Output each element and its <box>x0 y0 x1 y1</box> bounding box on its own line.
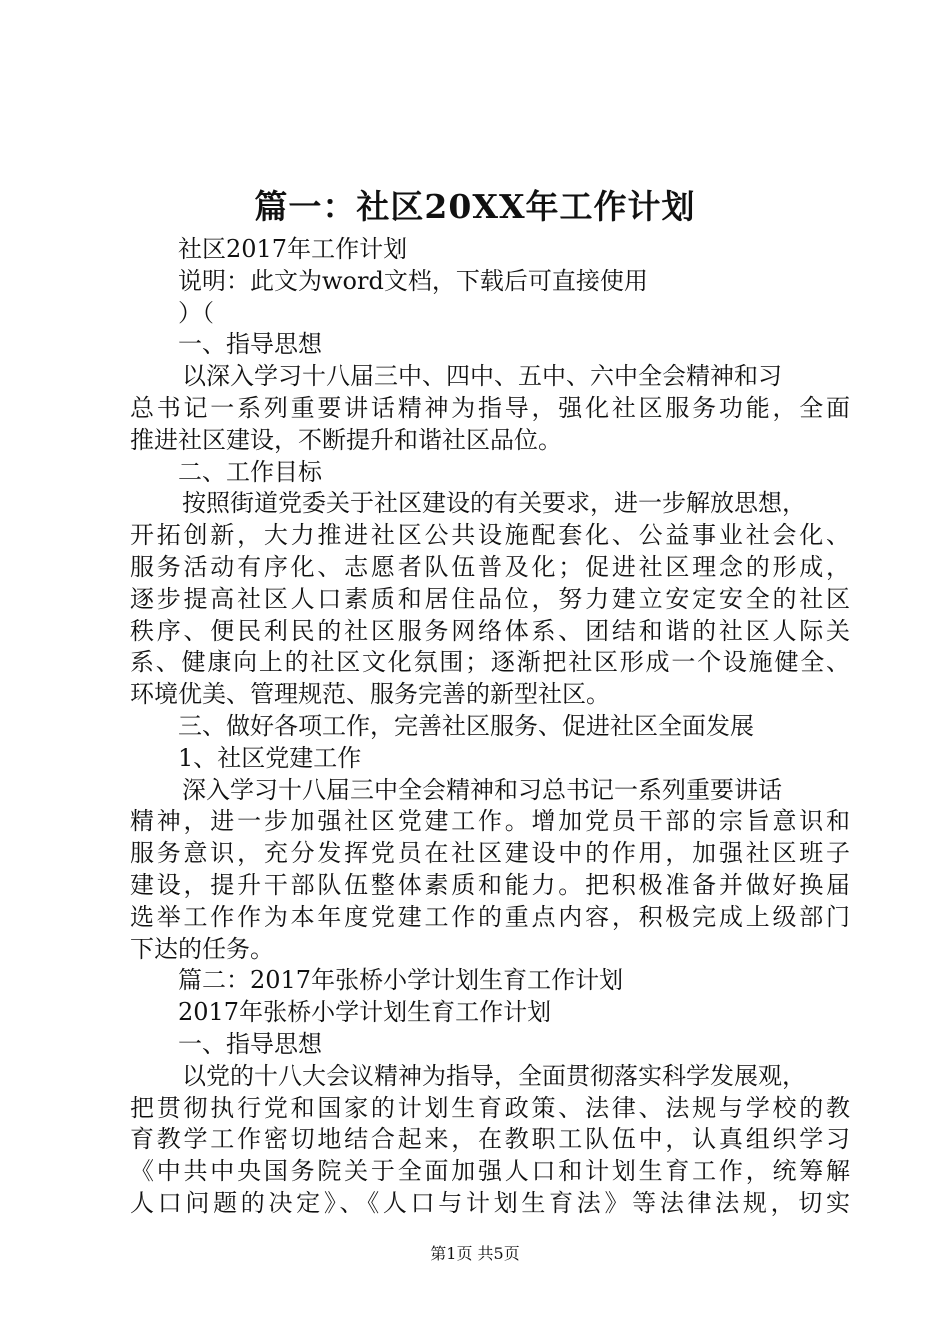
paragraph-line: 深入学习十八届三中全会精神和习总书记一系列重要讲话 <box>182 775 782 804</box>
section-heading: 篇二：2017年张桥小学计划生育工作计划 <box>178 966 624 995</box>
paragraph-line: 人口问题的决定》、《人口与计划生育法》等法律法规，切实 <box>130 1188 850 1217</box>
paragraph-line: 把贯彻执行党和国家的计划生育政策、法律、法规与学校的教 <box>130 1093 850 1122</box>
paragraph-line: 选举工作作为本年度党建工作的重点内容，积极完成上级部门 <box>130 902 850 931</box>
text-line: ）（ <box>178 298 214 327</box>
section-heading: 一、指导思想 <box>178 1029 322 1058</box>
section-heading: 三、做好各项工作，完善社区服务、促进社区全面发展 <box>178 711 754 740</box>
document-body <box>130 234 850 1220</box>
section-heading: 一、指导思想 <box>178 330 322 359</box>
paragraph-line: 下达的任务。 <box>130 934 274 963</box>
paragraph-line: 总书记一系列重要讲话精神为指导，强化社区服务功能，全面 <box>130 393 850 422</box>
text-line: 社区2017年工作计划 <box>178 235 408 263</box>
paragraph-line: 推进社区建设，不断提升和谐社区品位。 <box>130 425 562 454</box>
paragraph-line: 以党的十八大会议精神为指导，全面贯彻落实科学发展观， <box>182 1061 806 1090</box>
section-heading: 二、工作目标 <box>178 457 322 486</box>
page-footer: 第1页 共5页 <box>430 1244 520 1263</box>
document-title: 篇一：社区20XX年工作计划 <box>254 187 696 226</box>
paragraph-line: 环境优美、管理规范、服务完善的新型社区。 <box>130 680 610 709</box>
paragraph-line: 以深入学习十八届三中、四中、五中、六中全会精神和习 <box>182 362 782 391</box>
paragraph-line: 建设，提升干部队伍整体素质和能力。把积极准备并做好换届 <box>130 870 850 899</box>
paragraph-line: 逐步提高社区人口素质和居住品位，努力建立安定安全的社区 <box>130 584 850 613</box>
paragraph-line: 开拓创新，大力推进社区公共设施配套化、公益事业社会化、 <box>130 521 850 550</box>
paragraph-line: 系、健康向上的社区文化氛围；逐渐把社区形成一个设施健全、 <box>130 648 850 677</box>
section-heading: 2017年张桥小学计划生育工作计划 <box>178 998 552 1027</box>
paragraph-line: 育教学工作密切地结合起来，在教职工队伍中，认真组织学习 <box>130 1125 850 1154</box>
paragraph-line: 按照街道党委关于社区建设的有关要求，进一步解放思想， <box>182 489 806 518</box>
paragraph-line: 秩序、便民利民的社区服务网络体系、团结和谐的社区人际关 <box>130 616 850 645</box>
paragraph-line: 精神，进一步加强社区党建工作。增加党员干部的宗旨意识和 <box>130 807 850 836</box>
text-line: 说明：此文为word文档，下载后可直接使用 <box>178 266 648 295</box>
paragraph-line: 服务意识，充分发挥党员在社区建设中的作用，加强社区班子 <box>130 839 850 868</box>
subsection-heading: 1、社区党建工作 <box>178 743 362 772</box>
paragraph-line: 《中共中央国务院关于全面加强人口和计划生育工作，统筹解 <box>130 1157 850 1186</box>
paragraph-line: 服务活动有序化、志愿者队伍普及化；促进社区理念的形成， <box>130 552 850 581</box>
